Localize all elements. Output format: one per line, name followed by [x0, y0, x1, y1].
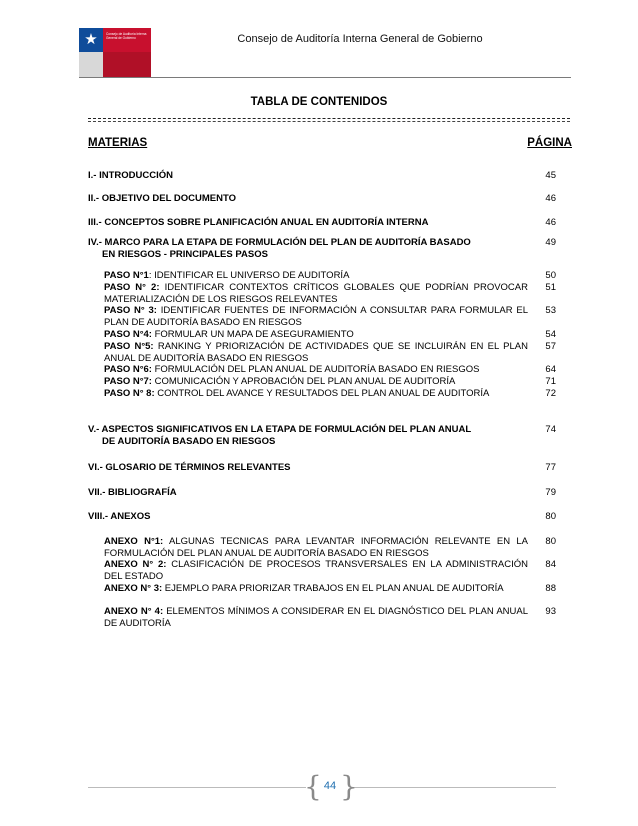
title-divider-secondary [88, 121, 570, 122]
toc-entry-text: I.- INTRODUCCIÓN [88, 170, 173, 181]
toc-entry-text: EJEMPLO PARA PRIORIZAR TRABAJOS EN EL PLAN ANUAL DE AUDITORÍA [162, 583, 504, 594]
toc-entry-text: VII.- BIBLIOGRAFÍA [88, 487, 177, 498]
toc-entry-text: III.- CONCEPTOS SOBRE PLANIFICACIÓN ANUAL EN AUDITORÍA INTERNA [88, 217, 429, 228]
toc-entry-label: PASO N°5: [104, 341, 154, 352]
toc-entry-text: ELEMENTOS MÍNIMOS A CONSIDERAR EN EL DIAGNÓSTICO DEL PLAN ANUAL DE AUDITORÍA [104, 606, 528, 629]
toc-entry-page: 84 [545, 559, 556, 570]
toc-entry-page: 51 [545, 282, 556, 293]
title-divider [88, 118, 570, 119]
toc-entry-paso-7[interactable] [104, 376, 570, 388]
toc-entry-label: PASO N° 8: [104, 388, 155, 399]
toc-entry-page: 71 [545, 376, 556, 387]
toc-entry-label: PASO N°1 [104, 270, 149, 281]
toc-entry-label: PASO N°7: [104, 376, 152, 387]
toc-entry-page: 72 [545, 388, 556, 399]
toc-title: TABLA DE CONTENIDOS [250, 96, 388, 108]
toc-entry-paso-5[interactable] [104, 341, 570, 364]
footer-divider-right [350, 787, 556, 788]
toc-entry-page: 46 [545, 193, 556, 204]
toc-entry-paso-2[interactable] [104, 282, 570, 305]
toc-entry-page: 49 [545, 237, 556, 248]
toc-entry-paso-3[interactable] [104, 305, 570, 328]
toc-entry-text: ALGUNAS TECNICAS PARA LEVANTAR INFORMACIÓN RELEVANTE EN LA FORMULACIÓN DEL PLAN ANUAL DE AUDITORÍA BASADO EN RIESGOS [104, 536, 529, 559]
toc-entry-marco[interactable] [88, 237, 570, 260]
footer-divider-left [88, 787, 306, 788]
toc-entry-paso-6[interactable] [104, 364, 570, 376]
toc-entry-label: ANEXO N° 3: [104, 583, 163, 594]
toc-entry-text-line2: DE AUDITORÍA BASADO EN RIESGOS [102, 435, 276, 447]
toc-entry-text: FORMULACIÓN DEL PLAN ANUAL DE AUDITORÍA BASADO EN RIESGOS [151, 364, 480, 375]
toc-entry-text: II.- OBJETIVO DEL DOCUMENTO [88, 193, 236, 204]
toc-entry-page: 74 [545, 424, 556, 435]
toc-entry-text: VIII.- ANEXOS [88, 511, 151, 522]
toc-entry-label: ANEXO N°1: [104, 536, 164, 547]
header-title: Consejo de Auditoría Interna General de Gobierno [237, 33, 483, 45]
toc-entry-page: 77 [545, 462, 556, 473]
toc-entry-anexo-3[interactable] [104, 583, 570, 595]
toc-entry-text-line1: V.- ASPECTOS SIGNIFICATIVOS EN LA ETAPA DE FORMULACIÓN DEL PLAN ANUAL [88, 424, 472, 435]
toc-entry-label: PASO N° 2: [104, 282, 160, 293]
toc-entry-label: ANEXO N° 2: [104, 559, 167, 570]
toc-entry-page: 93 [545, 606, 556, 617]
toc-entry-label: PASO N° 3: [104, 305, 157, 316]
toc-entry-paso-8[interactable] [104, 388, 570, 400]
toc-entry-anexos[interactable] [88, 511, 570, 523]
column-heading-materias: MATERIAS [88, 137, 148, 149]
toc-entry-anexo-2[interactable] [104, 559, 570, 582]
toc-entry-page: 45 [545, 170, 556, 181]
toc-entry-label: PASO N°4: [104, 329, 152, 340]
star-icon: ★ [84, 31, 98, 48]
toc-entry-page: 80 [545, 536, 556, 547]
toc-entry-page: 57 [545, 341, 556, 352]
toc-entry-text [88, 424, 528, 447]
toc-entry-text: RANKING Y PRIORIZACIÓN DE ACTIVIDADES QUE SE INCLUIRÁN EN EL PLAN ANUAL DE AUDITORÍA BASADO EN RIESGOS [104, 341, 528, 364]
toc-entry-page: 46 [545, 217, 556, 228]
toc-entry-paso-1[interactable] [104, 270, 570, 282]
toc-entry-page: 54 [545, 329, 556, 340]
toc-entry-page: 80 [545, 511, 556, 522]
toc-entry-text: CLASIFICACIÓN DE PROCESOS TRANSVERSALES EN LA ADMINISTRACIÓN DEL ESTADO [104, 559, 528, 582]
toc-entry-bibliografia[interactable] [88, 487, 570, 499]
toc-entry-page: 50 [545, 270, 556, 281]
toc-entry-page: 53 [545, 305, 556, 316]
toc-entry-anexo-4[interactable] [104, 606, 570, 629]
toc-entry-text: IDENTIFICAR FUENTES DE INFORMACIÓN A CONSULTAR PARA FORMULAR EL PLAN DE AUDITORÍA BASADO EN RIESGOS [104, 305, 528, 328]
toc-entry-label: ANEXO N° 4: [104, 606, 164, 617]
toc-entry-text: IDENTIFICAR CONTEXTOS CRÍTICOS GLOBALES QUE PODRÍAN PROVOCAR MATERIALIZACIÓN DE LOS RIESGOS RELEVANTES [104, 282, 528, 305]
toc-entry-page: 88 [545, 583, 556, 594]
column-heading-pagina: PÁGINA [527, 137, 572, 149]
toc-entry-page: 64 [545, 364, 556, 375]
toc-entry-aspectos[interactable] [88, 424, 570, 447]
toc-entry-text: CONTROL DEL AVANCE Y RESULTADOS DEL PLAN ANUAL DE AUDITORÍA [154, 388, 490, 399]
toc-entry-text: VI.- GLOSARIO DE TÉRMINOS RELEVANTES [88, 462, 291, 473]
toc-entry-glosario[interactable] [88, 462, 570, 474]
right-brace-icon: } [340, 770, 358, 803]
toc-entry-paso-4[interactable] [104, 329, 570, 341]
toc-entry-label: PASO N°6: [104, 364, 152, 375]
toc-entry-page: 79 [545, 487, 556, 498]
header-divider [79, 77, 571, 78]
toc-entry-anexo-1[interactable] [104, 536, 570, 559]
toc-entry-text: FORMULAR UN MAPA DE ASEGURAMIENTO [151, 329, 354, 340]
toc-entry-text [88, 237, 528, 260]
toc-entry-text: COMUNICACIÓN Y APROBACIÓN DEL PLAN ANUAL DE AUDITORÍA [151, 376, 456, 387]
toc-entry-objetivo[interactable] [88, 193, 570, 205]
page-number: 44 [323, 780, 337, 792]
toc-entry-text: : IDENTIFICAR EL UNIVERSO DE AUDITORÍA [148, 270, 350, 281]
toc-entry-text-line1: IV.- MARCO PARA LA ETAPA DE FORMULACIÓN DEL PLAN DE AUDITORÍA BASADO [88, 237, 471, 248]
government-logo [79, 28, 151, 78]
toc-entry-text-line2: EN RIESGOS - PRINCIPALES PASOS [102, 248, 268, 260]
toc-entry-conceptos[interactable] [88, 217, 570, 229]
left-brace-icon: { [304, 770, 322, 803]
toc-entry-introduccion[interactable] [88, 170, 570, 182]
logo-text: Consejo de Auditoría Interna General de Gobierno [106, 32, 147, 40]
